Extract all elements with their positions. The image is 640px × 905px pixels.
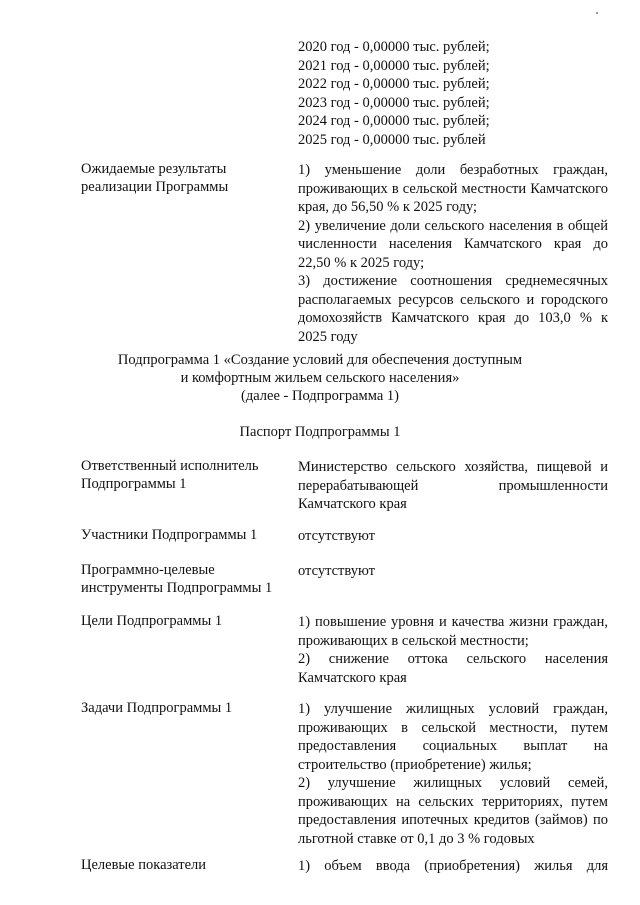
participants-label: Участники Подпрограммы 1	[81, 527, 258, 543]
expected-result-item: 1) уменьшение доли безработных граждан, проживающих в сельской местности Камчатского края, до 56,50 % к 2025 году;	[298, 162, 608, 215]
subprogram-title-line: Подпрограмма 1 «Создание условий для обеспечения доступным	[117, 352, 523, 368]
goal-item: 1) повышение уровня и качества жизни граждан, проживающих в сельской местности;	[298, 614, 608, 649]
participants-value: отсутствуют	[298, 528, 375, 544]
expected-results-value	[298, 161, 608, 346]
expected-result-item: 2) увеличение доли сельского населения в общей численности населения Камчатского края до 22,50 % к 2025 году;	[298, 217, 608, 271]
funding-year-line: 2020 год - 0,00000 тыс. рублей;	[298, 39, 490, 55]
expected-result-item: 3) достижение соотношения среднемесячных располагаемых ресурсов сельского и городского домохозяйств Камчатского края до 103,0 % к 2025 году	[298, 273, 608, 345]
tasks-value	[298, 700, 608, 848]
goal-item: 2) снижение оттока сельского населения Камчатского края	[298, 651, 608, 686]
subprogram-title	[0, 352, 640, 405]
subprogram-title-line: (далее - Подпрограмма 1)	[241, 387, 399, 404]
target-indicators-value: 1) объем ввода (приобретения) жилья для	[298, 858, 608, 874]
target-indicators-label: Целевые показатели	[81, 857, 207, 873]
task-item: 2) улучшение жилищных условий семей, проживающих на сельских территориях, путем предоставления ипотечных кредитов (займов) по льготной ставке от 0,1 до 3 % годовых	[298, 775, 608, 847]
subprogram-title-line: и комфортным жильем сельского населения»	[180, 369, 460, 386]
funding-year-line: 2021 год - 0,00000 тыс. рублей;	[298, 57, 490, 74]
task-item: 1) улучшение жилищных условий граждан, проживающих в сельской местности, путем предоставления социальных выплат на строительство (приобретение) жилья;	[298, 701, 608, 773]
instruments-value: отсутствуют	[298, 563, 375, 579]
goals-value	[298, 613, 608, 687]
funding-year-line: 2024 год - 0,00000 тыс. рублей;	[298, 113, 490, 130]
funding-year-line: 2025 год - 0,00000 тыс. рублей	[298, 131, 486, 148]
responsible-label: Ответственный исполнитель Подпрограммы 1	[81, 458, 259, 492]
expected-results-label: Ожидаемые результаты реализации Программы	[81, 161, 229, 195]
instruments-label: Программно-целевые инструменты Подпрограммы 1	[81, 562, 273, 596]
scan-dot	[596, 12, 598, 14]
tasks-label: Задачи Подпрограммы 1	[81, 700, 233, 716]
funding-year-line: 2022 год - 0,00000 тыс. рублей;	[298, 76, 490, 93]
passport-title: Паспорт Подпрограммы 1	[239, 424, 401, 440]
funding-years-list	[298, 38, 490, 150]
goals-label: Цели Подпрограммы 1	[81, 613, 223, 629]
responsible-value: Министерство сельского хозяйства, пищевой и перерабатывающей промышленности Камчатского края	[298, 459, 608, 512]
funding-year-line: 2023 год - 0,00000 тыс. рублей;	[298, 94, 490, 111]
